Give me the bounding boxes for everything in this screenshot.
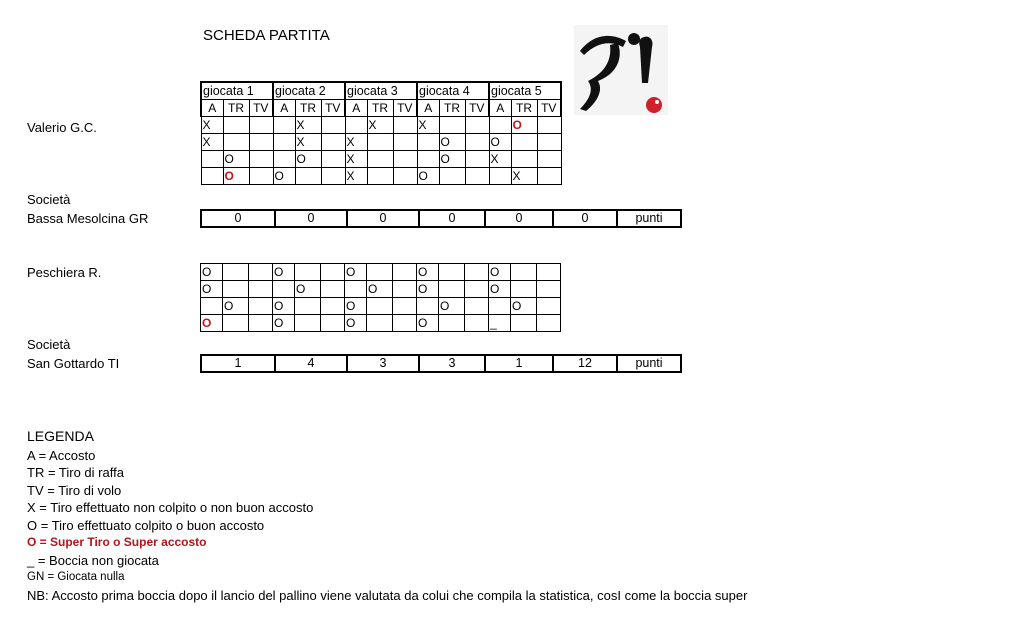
shot-cell: [439, 264, 465, 281]
column-header-tr: TR: [439, 100, 465, 117]
column-header-tv: TV: [465, 100, 489, 117]
points-cell: 1: [485, 355, 553, 372]
legend-line: X = Tiro effettuato non colpito o non buon accosto: [27, 500, 314, 515]
shot-cell: [465, 151, 489, 168]
points-row: [200, 209, 682, 228]
shot-cell: [511, 315, 537, 332]
shot-cell: [537, 134, 561, 151]
shot-cell: [465, 281, 489, 298]
shot-cell: O: [489, 281, 511, 298]
societa-name: San Gottardo TI: [27, 356, 120, 371]
super-mark: O: [512, 118, 522, 132]
shot-cell: O: [345, 315, 367, 332]
shot-cell: [345, 281, 367, 298]
shot-cell: [417, 134, 439, 151]
score-grid: [200, 263, 561, 332]
shot-cell: X: [511, 168, 537, 185]
shot-cell: O: [223, 151, 249, 168]
points-cell: 4: [275, 355, 347, 372]
shot-cell: X: [345, 134, 367, 151]
points-cell: 0: [347, 210, 419, 227]
shot-cell: O: [223, 298, 249, 315]
shot-row: [201, 281, 561, 298]
shot-cell: [465, 315, 489, 332]
shot-cell: [511, 151, 537, 168]
shot-cell: [393, 298, 417, 315]
shot-cell: [295, 264, 321, 281]
legend: [27, 428, 747, 604]
giocata-header: giocata 3: [345, 82, 417, 100]
points-label: punti: [617, 210, 681, 227]
shot-row: [201, 298, 561, 315]
shot-cell: O: [489, 264, 511, 281]
shot-cell: [223, 264, 249, 281]
points-cell: 0: [275, 210, 347, 227]
player-name: Peschiera R.: [27, 265, 102, 280]
shot-cell: [321, 134, 345, 151]
shot-cell: O: [417, 264, 439, 281]
legend-heading: LEGENDA: [27, 428, 94, 444]
points-cell: 0: [553, 210, 617, 227]
shot-cell: [393, 134, 417, 151]
shot-cell: [273, 281, 295, 298]
shot-cell: [249, 168, 273, 185]
legend-line: O = Tiro effettuato colpito o buon accosto: [27, 517, 265, 533]
shot-cell: [367, 134, 393, 151]
shot-cell: O: [367, 281, 393, 298]
shot-row: [201, 117, 561, 134]
shot-cell: [417, 298, 439, 315]
shot-cell: [249, 264, 273, 281]
shot-cell: _: [489, 315, 511, 332]
column-header-tr: TR: [295, 100, 321, 117]
shot-cell: [465, 168, 489, 185]
shot-cell: [511, 117, 537, 134]
shot-cell: [367, 298, 393, 315]
column-header-a: A: [201, 100, 223, 117]
shot-cell: [321, 281, 345, 298]
shot-cell: [321, 117, 345, 134]
shot-cell: O: [511, 298, 537, 315]
shot-cell: [465, 134, 489, 151]
shot-cell: [345, 117, 367, 134]
shot-cell: [295, 168, 321, 185]
legend-line: TR = Tiro di raffa: [27, 465, 124, 480]
shot-cell: [201, 168, 223, 185]
page-title: SCHEDA PARTITA: [203, 27, 330, 44]
shot-cell: X: [367, 117, 393, 134]
shot-cell: O: [345, 298, 367, 315]
shot-row: [201, 264, 561, 281]
shot-cell: [295, 315, 321, 332]
legend-super: O = Super Tiro o Super accosto: [27, 535, 207, 549]
column-header-a: A: [417, 100, 439, 117]
points-cell: 12: [553, 355, 617, 372]
shot-cell: [249, 298, 273, 315]
giocata-header: giocata 5: [489, 82, 561, 100]
shot-cell: [511, 281, 537, 298]
shot-cell: O: [273, 315, 295, 332]
shot-cell: [465, 298, 489, 315]
shot-cell: [249, 281, 273, 298]
shot-cell: [367, 168, 393, 185]
giocata-header: giocata 1: [201, 82, 273, 100]
shot-cell: [223, 117, 249, 134]
shot-cell: [489, 168, 511, 185]
shot-cell: [537, 298, 561, 315]
shot-cell: X: [201, 117, 223, 134]
shot-cell: [537, 168, 561, 185]
shot-cell: [439, 315, 465, 332]
points-label: punti: [617, 355, 681, 372]
shot-cell: [537, 117, 561, 134]
shot-cell: [321, 151, 345, 168]
points-row: [200, 354, 682, 373]
shot-cell: [223, 315, 249, 332]
shot-cell: X: [295, 117, 321, 134]
shot-cell: [321, 315, 345, 332]
shot-cell: O: [417, 281, 439, 298]
shot-row: [201, 151, 561, 168]
shot-cell: [537, 281, 561, 298]
legend-line: _ = Boccia non giocata: [27, 552, 159, 568]
shot-cell: O: [439, 298, 465, 315]
column-header-tr: TR: [511, 100, 537, 117]
shot-cell: [321, 264, 345, 281]
shot-cell: [223, 134, 249, 151]
shot-cell: [439, 168, 465, 185]
shot-cell: O: [345, 264, 367, 281]
shot-cell: [511, 264, 537, 281]
shot-cell: [273, 151, 295, 168]
societa-label: Società: [27, 337, 71, 352]
shot-cell: [367, 315, 393, 332]
legend-gn: GN = Giocata nulla: [27, 571, 125, 583]
shot-cell: [249, 315, 273, 332]
shot-cell: [465, 264, 489, 281]
shot-cell: [537, 264, 561, 281]
shot-cell: O: [201, 264, 223, 281]
shot-cell: [273, 117, 295, 134]
shot-cell: [537, 151, 561, 168]
shot-cell: X: [489, 151, 511, 168]
points-cell: 0: [419, 210, 485, 227]
column-header-tr: TR: [223, 100, 249, 117]
shot-cell: O: [417, 315, 439, 332]
shot-cell: [321, 168, 345, 185]
shot-cell: O: [489, 134, 511, 151]
shot-row: [201, 134, 561, 151]
shot-cell: [249, 134, 273, 151]
shot-cell: X: [417, 117, 439, 134]
shot-cell: O: [273, 298, 295, 315]
shot-cell: O: [201, 281, 223, 298]
shot-cell: O: [295, 281, 321, 298]
legend-line: A = Accosto: [27, 447, 96, 463]
shot-cell: X: [295, 134, 321, 151]
column-header-a: A: [273, 100, 295, 117]
points-cell: 1: [201, 355, 275, 372]
shot-cell: [273, 134, 295, 151]
shot-cell: [393, 151, 417, 168]
societa-label: Società: [27, 192, 71, 207]
shot-cell: [393, 281, 417, 298]
column-header-tv: TV: [249, 100, 273, 117]
shot-cell: [393, 168, 417, 185]
legend-line: TV = Tiro di volo: [27, 482, 122, 498]
points-cell: 3: [419, 355, 485, 372]
super-mark: O: [202, 316, 212, 330]
shot-cell: O: [417, 168, 439, 185]
shot-cell: [223, 281, 249, 298]
giocata-header: giocata 2: [273, 82, 345, 100]
shot-cell: [511, 134, 537, 151]
shot-row: [201, 315, 561, 332]
shot-cell: [393, 315, 417, 332]
column-header-tv: TV: [393, 100, 417, 117]
shot-cell: [367, 151, 393, 168]
shot-cell: [393, 264, 417, 281]
player-name: Valerio G.C.: [27, 120, 97, 135]
shot-cell: [223, 168, 249, 185]
shot-cell: X: [345, 168, 367, 185]
shot-cell: [367, 264, 393, 281]
score-grid: [200, 81, 562, 185]
giocata-header: giocata 4: [417, 82, 489, 100]
points-cell: 0: [201, 210, 275, 227]
shot-cell: X: [201, 134, 223, 151]
shot-cell: [393, 117, 417, 134]
shot-cell: [201, 151, 223, 168]
column-header-a: A: [345, 100, 367, 117]
shot-cell: [489, 298, 511, 315]
shot-cell: [201, 315, 223, 332]
shot-cell: [249, 117, 273, 134]
shot-row: [201, 168, 561, 185]
column-header-tr: TR: [367, 100, 393, 117]
shot-cell: [537, 315, 561, 332]
shot-cell: O: [273, 264, 295, 281]
shot-cell: X: [345, 151, 367, 168]
legend-nb: NB: Accosto prima boccia dopo il lancio del pallino viene valutata da colui che compila la statistica, cosI come la boccia super: [27, 587, 748, 603]
shot-cell: [439, 117, 465, 134]
column-header-tv: TV: [321, 100, 345, 117]
shot-cell: [249, 151, 273, 168]
shot-cell: O: [273, 168, 295, 185]
shot-cell: [417, 151, 439, 168]
societa-name: Bassa Mesolcina GR: [27, 211, 149, 226]
column-header-tv: TV: [537, 100, 561, 117]
shot-cell: [201, 298, 223, 315]
column-header-a: A: [489, 100, 511, 117]
points-cell: 0: [485, 210, 553, 227]
shot-cell: [321, 298, 345, 315]
shot-cell: [465, 117, 489, 134]
super-mark: O: [224, 169, 234, 183]
bocce-player-logo: [574, 25, 668, 115]
shot-cell: [489, 117, 511, 134]
shot-cell: [295, 298, 321, 315]
points-cell: 3: [347, 355, 419, 372]
shot-cell: [439, 281, 465, 298]
shot-cell: O: [439, 134, 465, 151]
shot-cell: O: [439, 151, 465, 168]
shot-cell: O: [295, 151, 321, 168]
